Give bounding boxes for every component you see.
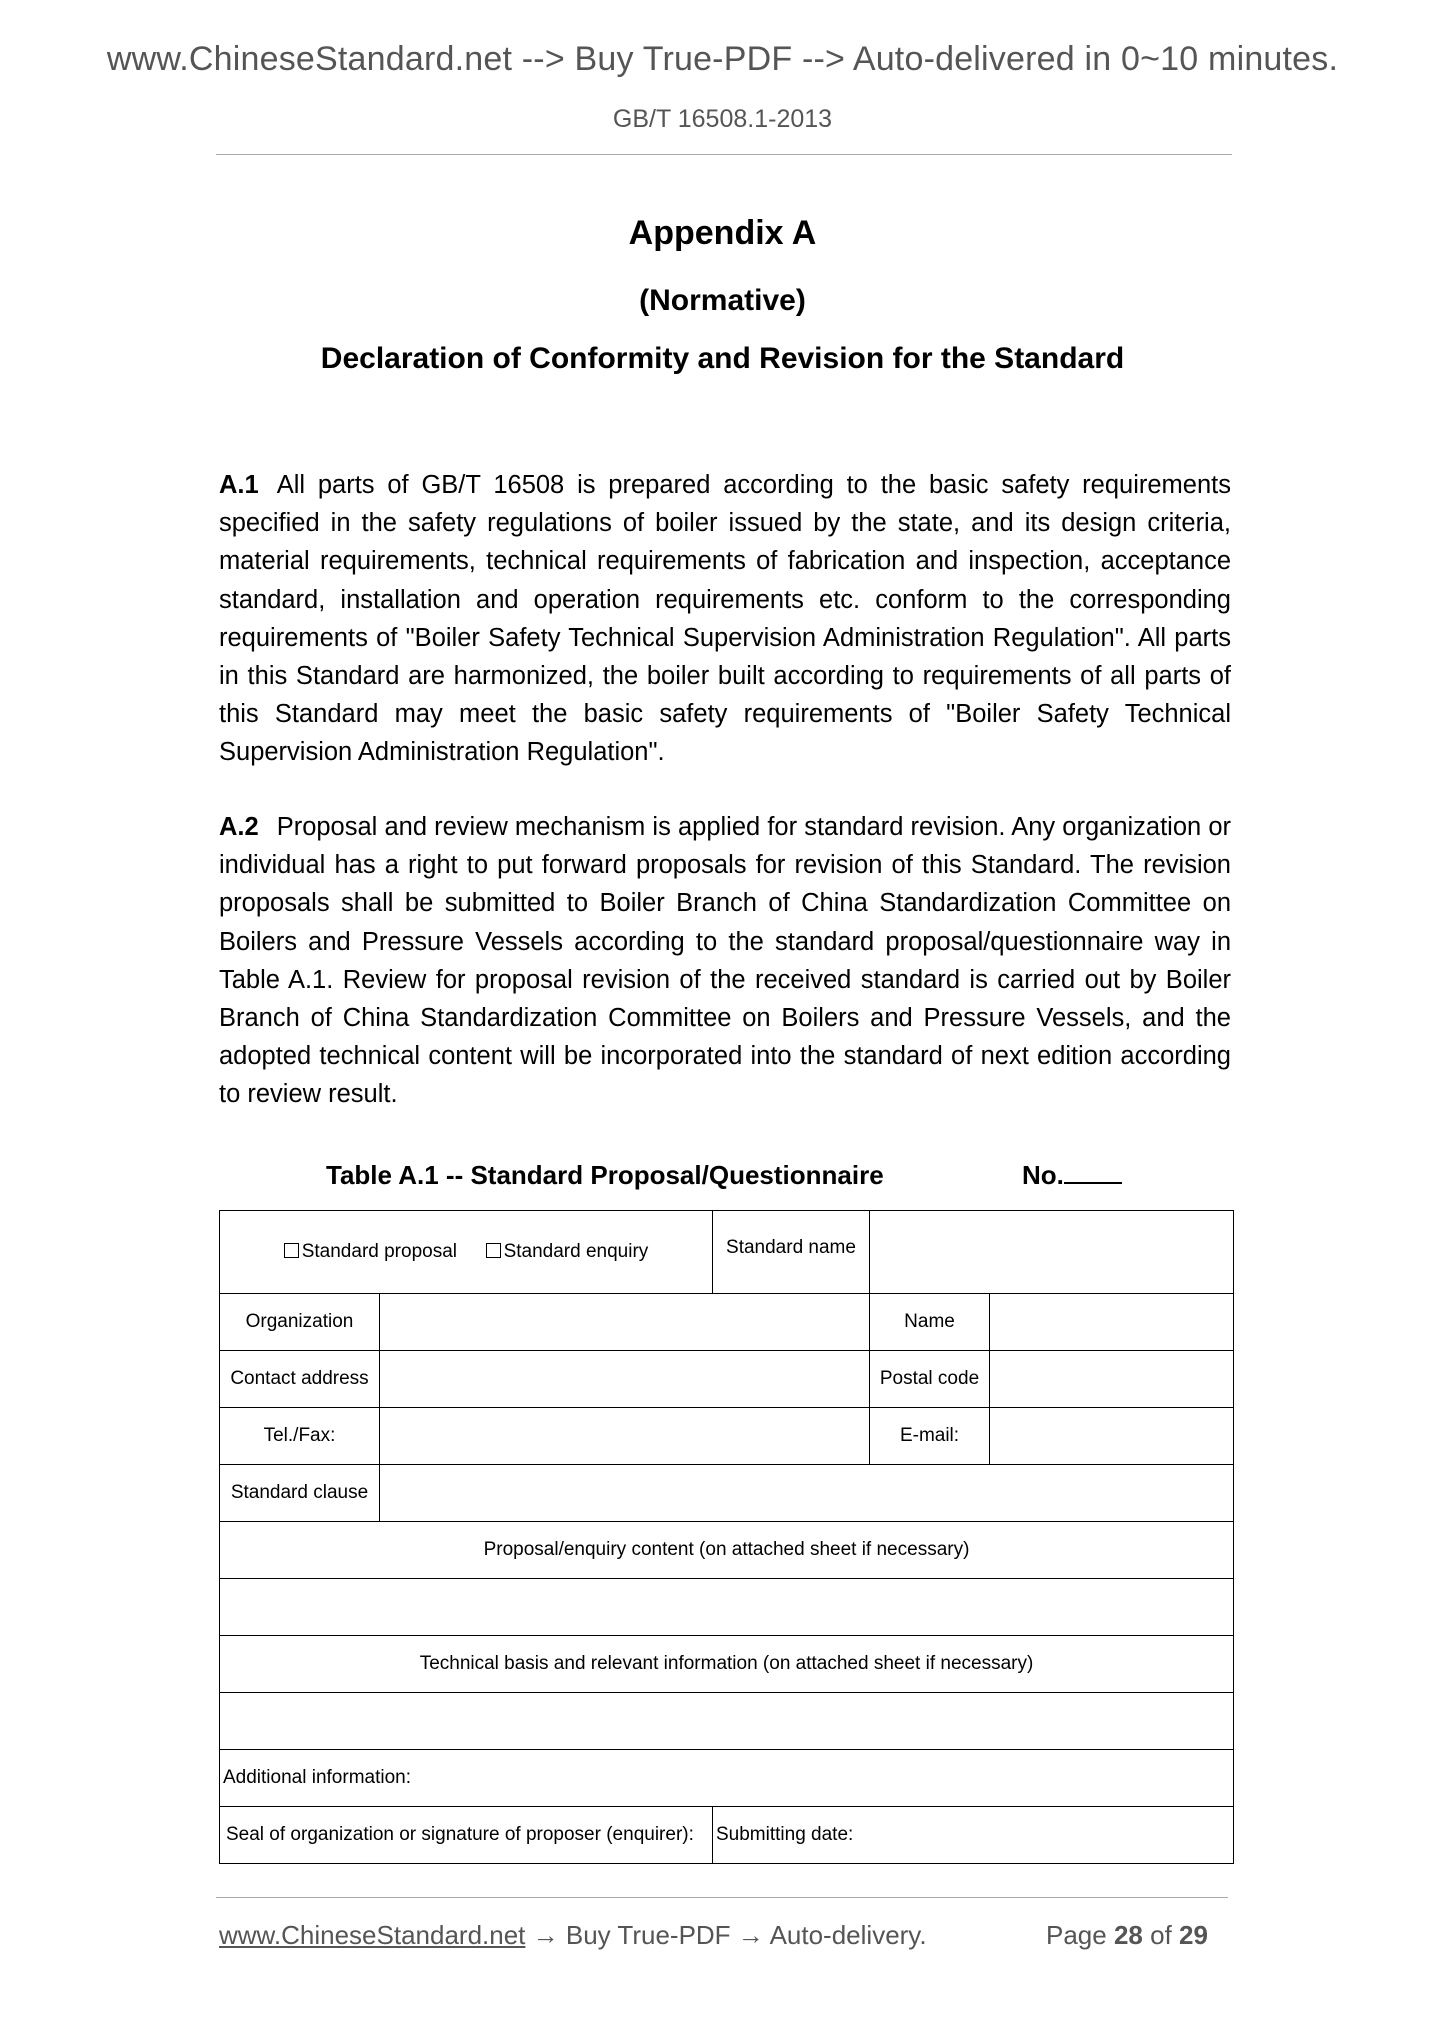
appendix-heading: Declaration of Conformity and Revision for the Standard (320, 342, 1125, 375)
clause-text: Proposal and review mechanism is applied for standard revision. Any organization or individual has a right to put forward proposals for revision of this Standard. The revision proposals shall be submitted to Boiler Branch of China Standardization Committee on Boilers and Pressure Vessels according to the standard proposal/questionnaire way in Table A.1. Review for proposal revision of the received standard is carried out by Boiler Branch of China Standardization Committee on Boilers and Pressure Vessels, and the adopted technical content will be incorporated into the standard of next edition according to review result. (219, 813, 1231, 1109)
page-total: 29 (1179, 1920, 1208, 1950)
standard-enquiry-label: Standard enquiry (503, 1241, 649, 1262)
clause-a1 (219, 466, 1231, 772)
appendix-normative: (Normative) (639, 284, 806, 317)
standard-clause-value[interactable] (380, 1465, 1234, 1522)
proposal-content-value[interactable] (220, 1579, 1234, 1636)
technical-basis-label: Technical basis and relevant information (on attached sheet if necessary) (220, 1636, 1234, 1693)
email-value[interactable] (990, 1408, 1234, 1465)
contact-address-label: Contact address (220, 1351, 380, 1408)
request-type-cell (220, 1211, 713, 1294)
organization-label: Organization (220, 1294, 380, 1351)
additional-info-label: Additional information: (220, 1750, 1234, 1807)
header-banner: www.ChineseStandard.net --> Buy True-PDF --> Auto-delivered in 0~10 minutes. (106, 40, 1339, 78)
footer-link[interactable]: www.ChineseStandard.net (219, 1920, 526, 1950)
standard-proposal-label: Standard proposal (301, 1241, 457, 1262)
standard-proposal-checkbox[interactable] (284, 1243, 299, 1258)
standard-name-value[interactable] (870, 1211, 1234, 1294)
proposal-content-label: Proposal/enquiry content (on attached sheet if necessary) (220, 1522, 1234, 1579)
standard-code: GB/T 16508.1-2013 (612, 105, 833, 133)
page-indicator (1046, 1920, 1208, 1951)
clause-text: All parts of GB/T 16508 is prepared according to the basic safety requirements specified in the safety regulations of boiler issued by the state, and its design criteria, material requirements, technical requirements of fabrication and inspection, acceptance standard, installation and operation requirements etc. conform to the corresponding requirements of "Boiler Safety Technical Supervision Administration Regulation". All parts in this Standard are harmonized, the boiler built according to requirements of all parts of this Standard may meet the basic safety requirements of "Boiler Safety Technical Supervision Administration Regulation". (219, 471, 1231, 767)
postal-code-value[interactable] (990, 1351, 1234, 1408)
name-label: Name (870, 1294, 990, 1351)
footer-divider (216, 1897, 1228, 1898)
appendix-title: Appendix A (628, 214, 817, 252)
proposal-questionnaire-table (219, 1210, 1234, 1864)
clause-number: A.2 (219, 813, 259, 841)
standard-clause-label: Standard clause (220, 1465, 380, 1522)
seal-signature-label: Seal of organization or signature of proposer (enquirer): (220, 1807, 713, 1864)
page-label: Page (1046, 1920, 1107, 1950)
postal-code-label: Postal code (870, 1351, 990, 1408)
header-divider (216, 154, 1232, 155)
standard-name-label: Standard name (713, 1211, 870, 1294)
page-current: 28 (1113, 1920, 1143, 1950)
table-number (1022, 1160, 1122, 1191)
table-number-blank (1064, 1160, 1122, 1184)
footer-promo-text: → Buy True-PDF → Auto-delivery. (525, 1920, 927, 1950)
name-value[interactable] (990, 1294, 1234, 1351)
contact-address-value[interactable] (380, 1351, 870, 1408)
organization-value[interactable] (380, 1294, 870, 1351)
footer-promo (219, 1920, 927, 1951)
clause-a2 (219, 808, 1231, 1114)
page-of-label: of (1150, 1920, 1172, 1950)
email-label: E-mail: (870, 1408, 990, 1465)
table-caption: Table A.1 -- Standard Proposal/Questionnaire (326, 1160, 884, 1190)
standard-enquiry-checkbox[interactable] (486, 1243, 501, 1258)
tel-fax-value[interactable] (380, 1408, 870, 1465)
clause-number: A.1 (219, 471, 259, 499)
table-number-label: No. (1022, 1160, 1064, 1190)
submitting-date-label: Submitting date: (713, 1807, 1234, 1864)
tel-fax-label: Tel./Fax: (220, 1408, 380, 1465)
technical-basis-value[interactable] (220, 1693, 1234, 1750)
